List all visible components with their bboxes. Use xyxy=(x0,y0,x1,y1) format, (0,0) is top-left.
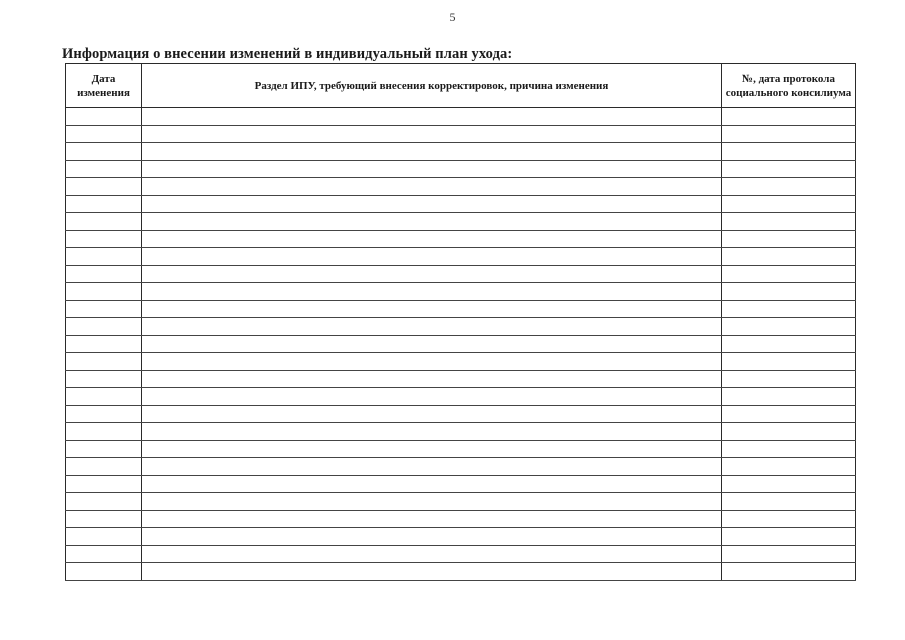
table-row xyxy=(66,230,856,248)
table-row xyxy=(66,493,856,511)
cell-section-reason[interactable] xyxy=(142,230,722,248)
header-change-date: Дата изменения xyxy=(66,64,142,108)
table-row xyxy=(66,545,856,563)
cell-section-reason[interactable] xyxy=(142,335,722,353)
table-row xyxy=(66,160,856,178)
cell-protocol[interactable] xyxy=(722,388,856,406)
cell-protocol[interactable] xyxy=(722,335,856,353)
cell-protocol[interactable] xyxy=(722,458,856,476)
cell-change-date[interactable] xyxy=(66,213,142,231)
cell-change-date[interactable] xyxy=(66,160,142,178)
table-row xyxy=(66,143,856,161)
cell-change-date[interactable] xyxy=(66,388,142,406)
cell-section-reason[interactable] xyxy=(142,353,722,371)
cell-section-reason[interactable] xyxy=(142,195,722,213)
cell-protocol[interactable] xyxy=(722,160,856,178)
table-row xyxy=(66,213,856,231)
cell-change-date[interactable] xyxy=(66,248,142,266)
table-row xyxy=(66,370,856,388)
table-row xyxy=(66,283,856,301)
cell-protocol[interactable] xyxy=(722,423,856,441)
cell-protocol[interactable] xyxy=(722,528,856,546)
cell-section-reason[interactable] xyxy=(142,423,722,441)
cell-change-date[interactable] xyxy=(66,563,142,581)
table-row xyxy=(66,423,856,441)
cell-change-date[interactable] xyxy=(66,405,142,423)
cell-protocol[interactable] xyxy=(722,143,856,161)
table-row xyxy=(66,440,856,458)
cell-protocol[interactable] xyxy=(722,300,856,318)
cell-section-reason[interactable] xyxy=(142,160,722,178)
cell-section-reason[interactable] xyxy=(142,283,722,301)
table-row xyxy=(66,510,856,528)
cell-change-date[interactable] xyxy=(66,143,142,161)
cell-section-reason[interactable] xyxy=(142,300,722,318)
cell-section-reason[interactable] xyxy=(142,510,722,528)
header-protocol: №, дата протокола социального консилиума xyxy=(722,64,856,108)
page-number: 5 xyxy=(449,10,456,24)
cell-protocol[interactable] xyxy=(722,283,856,301)
cell-change-date[interactable] xyxy=(66,370,142,388)
table-row xyxy=(66,125,856,143)
cell-change-date[interactable] xyxy=(66,440,142,458)
cell-protocol[interactable] xyxy=(722,265,856,283)
table-row xyxy=(66,195,856,213)
cell-protocol[interactable] xyxy=(722,493,856,511)
table-row xyxy=(66,458,856,476)
table-row xyxy=(66,405,856,423)
cell-change-date[interactable] xyxy=(66,353,142,371)
cell-section-reason[interactable] xyxy=(142,318,722,336)
table-row xyxy=(66,528,856,546)
cell-protocol[interactable] xyxy=(722,318,856,336)
cell-section-reason[interactable] xyxy=(142,370,722,388)
cell-section-reason[interactable] xyxy=(142,405,722,423)
cell-section-reason[interactable] xyxy=(142,265,722,283)
cell-section-reason[interactable] xyxy=(142,125,722,143)
cell-change-date[interactable] xyxy=(66,335,142,353)
header-row xyxy=(66,64,856,108)
cell-protocol[interactable] xyxy=(722,370,856,388)
table-row xyxy=(66,318,856,336)
cell-protocol[interactable] xyxy=(722,405,856,423)
cell-section-reason[interactable] xyxy=(142,458,722,476)
table-row xyxy=(66,563,856,581)
cell-change-date[interactable] xyxy=(66,475,142,493)
header-section-reason: Раздел ИПУ, требующий внесения корректировок, причина изменения xyxy=(142,64,722,108)
cell-change-date[interactable] xyxy=(66,545,142,563)
table-body xyxy=(66,108,856,581)
cell-change-date[interactable] xyxy=(66,423,142,441)
cell-change-date[interactable] xyxy=(66,195,142,213)
cell-protocol[interactable] xyxy=(722,213,856,231)
cell-change-date[interactable] xyxy=(66,528,142,546)
cell-protocol[interactable] xyxy=(722,510,856,528)
cell-protocol[interactable] xyxy=(722,563,856,581)
cell-section-reason[interactable] xyxy=(142,248,722,266)
table-row xyxy=(66,178,856,196)
cell-change-date[interactable] xyxy=(66,300,142,318)
cell-section-reason[interactable] xyxy=(142,545,722,563)
cell-change-date[interactable] xyxy=(66,510,142,528)
cell-change-date[interactable] xyxy=(66,125,142,143)
cell-protocol[interactable] xyxy=(722,195,856,213)
cell-section-reason[interactable] xyxy=(142,388,722,406)
cell-section-reason[interactable] xyxy=(142,178,722,196)
cell-change-date[interactable] xyxy=(66,283,142,301)
cell-change-date[interactable] xyxy=(66,493,142,511)
cell-change-date[interactable] xyxy=(66,230,142,248)
cell-protocol[interactable] xyxy=(722,475,856,493)
table-row xyxy=(66,475,856,493)
cell-protocol[interactable] xyxy=(722,440,856,458)
cell-protocol[interactable] xyxy=(722,545,856,563)
table-row xyxy=(66,388,856,406)
table-row xyxy=(66,265,856,283)
changes-table xyxy=(65,63,856,581)
cell-section-reason[interactable] xyxy=(142,563,722,581)
table-row xyxy=(66,248,856,266)
cell-protocol[interactable] xyxy=(722,353,856,371)
table-row xyxy=(66,108,856,126)
cell-protocol[interactable] xyxy=(722,178,856,196)
cell-section-reason[interactable] xyxy=(142,108,722,126)
cell-section-reason[interactable] xyxy=(142,213,722,231)
cell-protocol[interactable] xyxy=(722,248,856,266)
cell-section-reason[interactable] xyxy=(142,143,722,161)
cell-protocol[interactable] xyxy=(722,230,856,248)
cell-section-reason[interactable] xyxy=(142,528,722,546)
section-title: Информация о внесении изменений в индивидуальный план ухода: xyxy=(62,46,513,62)
cell-change-date[interactable] xyxy=(66,178,142,196)
cell-protocol[interactable] xyxy=(722,108,856,126)
cell-change-date[interactable] xyxy=(66,108,142,126)
table-row xyxy=(66,335,856,353)
cell-section-reason[interactable] xyxy=(142,493,722,511)
cell-section-reason[interactable] xyxy=(142,440,722,458)
table-row xyxy=(66,353,856,371)
cell-change-date[interactable] xyxy=(66,458,142,476)
cell-change-date[interactable] xyxy=(66,318,142,336)
table-row xyxy=(66,300,856,318)
cell-protocol[interactable] xyxy=(722,125,856,143)
cell-change-date[interactable] xyxy=(66,265,142,283)
cell-section-reason[interactable] xyxy=(142,475,722,493)
